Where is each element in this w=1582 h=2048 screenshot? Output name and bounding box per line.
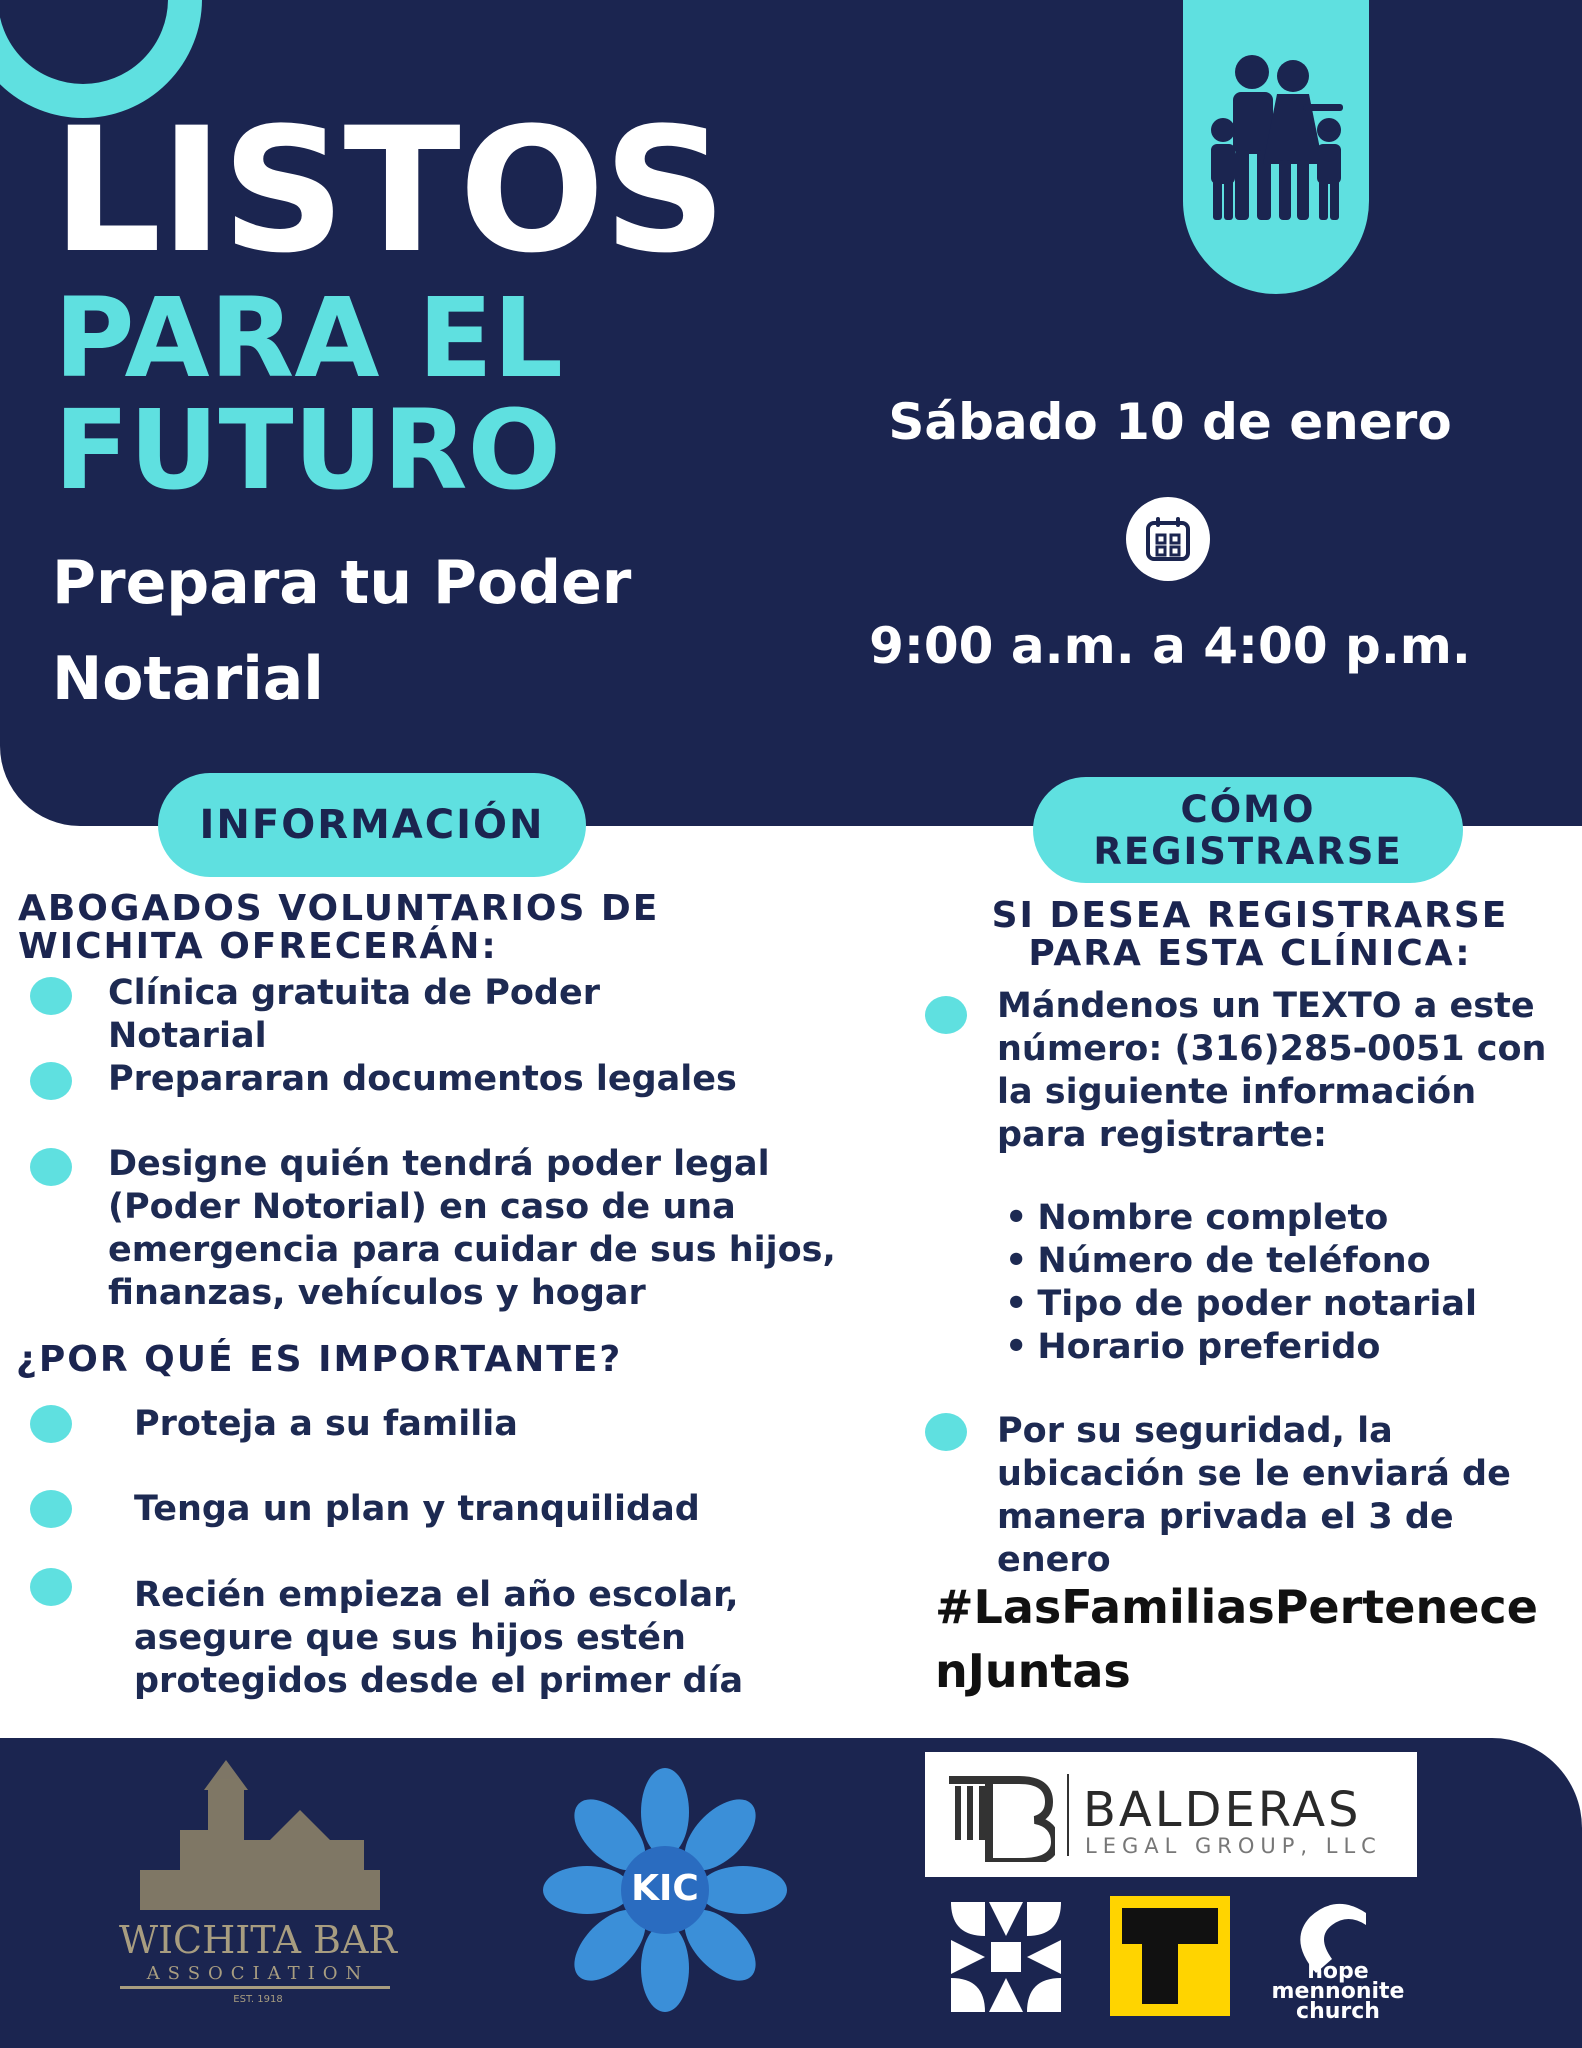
why-item: Tenga un plan y tranquilidad (134, 1489, 700, 1529)
info-item: Clínica gratuita de Poder Notarial (108, 973, 600, 1056)
bullet-dot (30, 1490, 72, 1528)
info-item: Prepararan documentos legales (108, 1059, 737, 1099)
bullet-dot (30, 1062, 72, 1100)
required-info-item: • Tipo de poder notarial (1005, 1283, 1565, 1326)
family-badge (1183, 0, 1369, 294)
info-item: Designe quién tendrá poder legal (Poder Notorial) en caso de una emergencia para cuidar de sus hijos, finanzas, vehículos y hogar (108, 1144, 836, 1313)
text-instruction: Mándenos un TEXTO a este número: (316)285-0051 con la siguiente información para registrarte: (997, 986, 1547, 1155)
quilt-star-logo (945, 1896, 1067, 2018)
hashtag: #LasFamiliasPertenecenJuntas (935, 1580, 1538, 1698)
info-section-label: INFORMACIÓN (158, 773, 586, 877)
balderas-mark-icon (945, 1766, 1055, 1862)
hero-tagline: Prepara tu Poder Notarial (52, 548, 632, 714)
event-time: 9:00 a.m. a 4:00 p.m. (869, 617, 1471, 675)
why-item: Recién empieza el año escolar, asegure que sus hijos estén protegidos desde el primer día (134, 1575, 744, 1701)
register-section-label: CÓMO REGISTRARSE (1033, 777, 1463, 883)
hope-mennonite-name: hope mennonite church (1271, 1959, 1405, 2024)
info-heading: ABOGADOS VOLUNTARIOS DE WICHITA OFRECERÁN: (18, 888, 660, 967)
bullet-dot (925, 1413, 967, 1451)
bullet-dot (30, 1148, 72, 1186)
register-heading: SI DESEA REGISTRARSE PARA ESTA CLÍNICA: (991, 895, 1509, 974)
calendar-icon (1126, 497, 1210, 581)
privacy-note: Por su seguridad, la ubicación se le enviará de manera privada el 3 de enero (997, 1411, 1511, 1580)
balderas-divider (1067, 1774, 1069, 1856)
balderas-sub: LEGAL GROUP, LLC (1085, 1834, 1382, 1858)
family-icon (1183, 30, 1369, 240)
required-info-item: • Nombre completo (1005, 1197, 1565, 1240)
event-date: Sábado 10 de enero (888, 393, 1452, 451)
wichita-bar-est: EST. 1918 (233, 1994, 283, 2005)
hero-subtitle: PARA EL FUTURO (54, 274, 564, 514)
balderas-logo (925, 1752, 1417, 1877)
kic-name: KIC (631, 1868, 699, 1909)
required-info-list (1005, 1197, 1565, 1369)
bullet-dot (30, 1405, 72, 1443)
wichita-bar-logo (100, 1750, 410, 2030)
wichita-bar-sub: ASSOCIATION (146, 1963, 370, 1984)
balderas-name: BALDERAS (1083, 1782, 1362, 1838)
hero-title: LISTOS (52, 90, 725, 291)
bullet-dot (30, 1568, 72, 1606)
wichita-bar-name: WICHITA BAR (118, 1918, 398, 1962)
required-info-item: • Horario preferido (1005, 1326, 1565, 1369)
bullet-dot (30, 977, 72, 1015)
irc-logo (1110, 1896, 1230, 2016)
bullet-dot (925, 996, 967, 1034)
required-info-item: • Número de teléfono (1005, 1240, 1565, 1283)
why-item: Proteja a su familia (134, 1404, 518, 1444)
why-heading: ¿POR QUÉ ES IMPORTANTE? (16, 1339, 623, 1380)
